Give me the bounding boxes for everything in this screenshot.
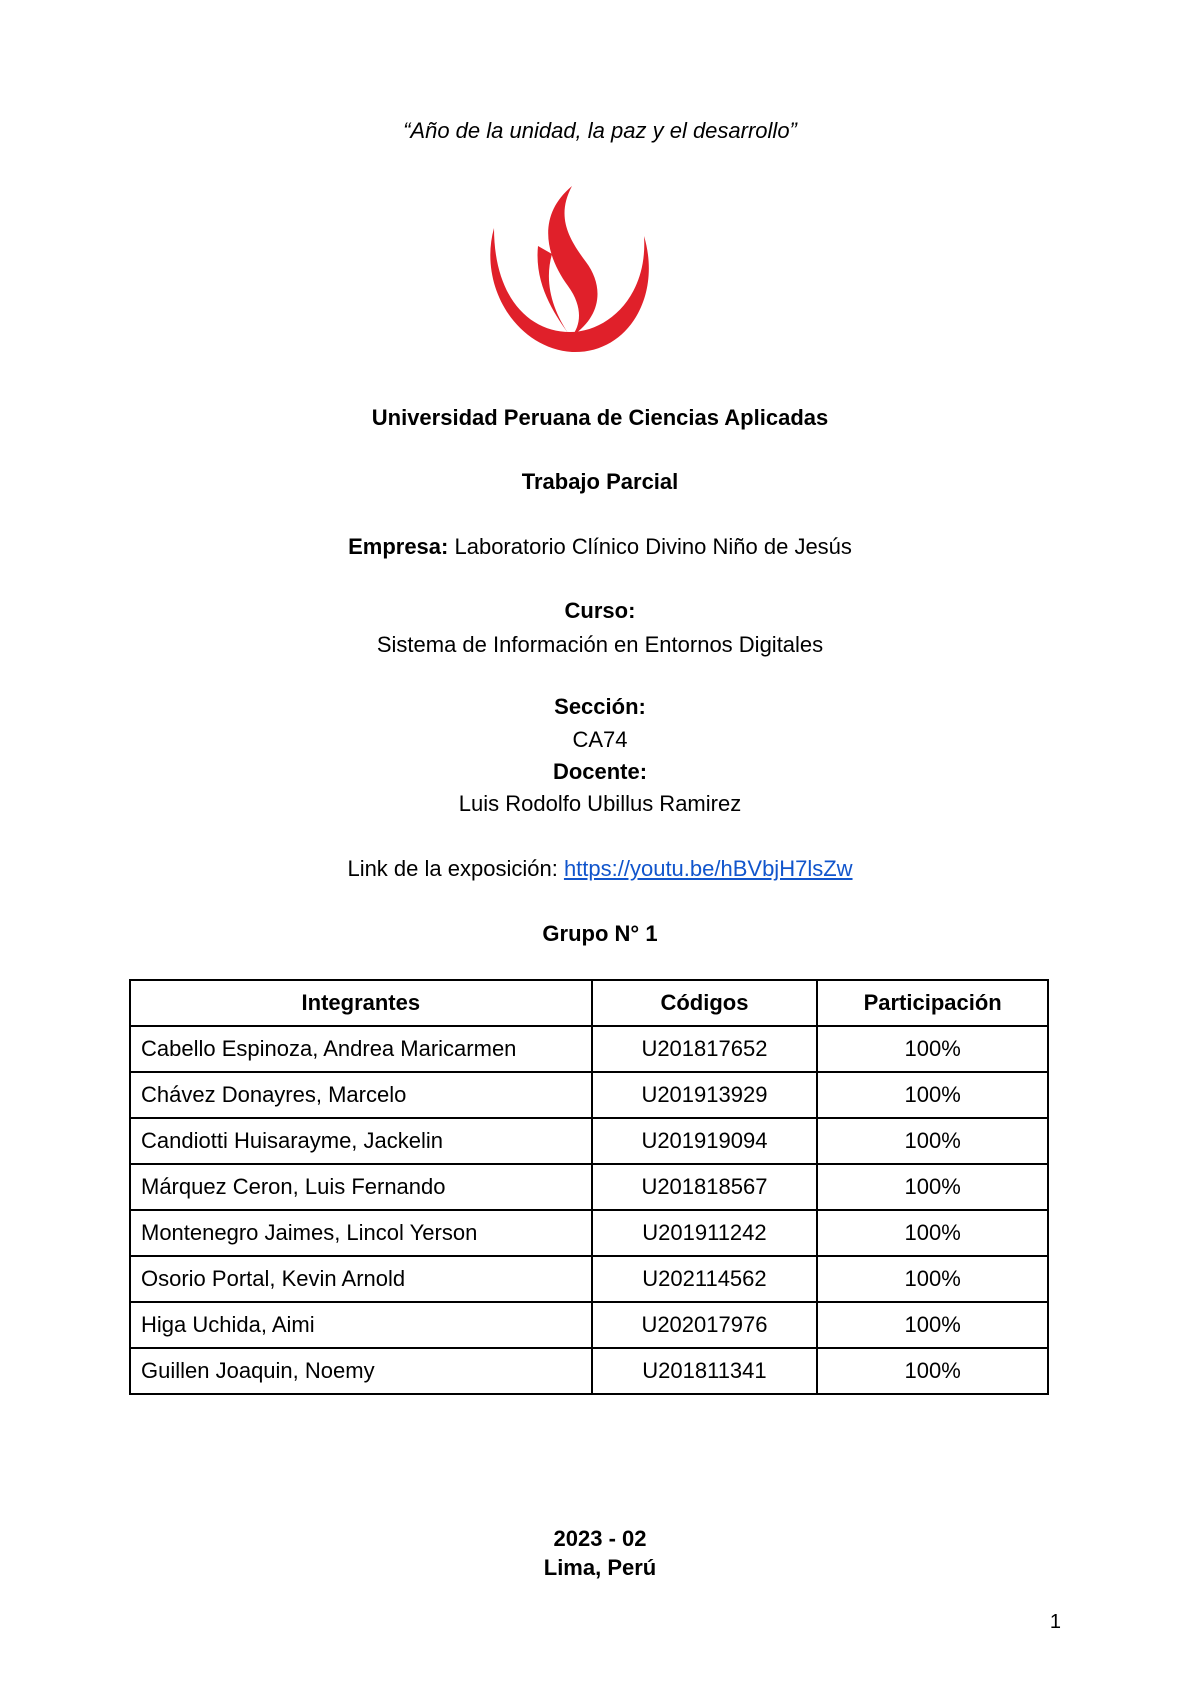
member-name: Montenegro Jaimes, Lincol Yerson — [130, 1210, 592, 1256]
member-name: Chávez Donayres, Marcelo — [130, 1072, 592, 1118]
member-participation: 100% — [817, 1210, 1048, 1256]
university-name: Universidad Peruana de Ciencias Aplicadas — [371, 405, 829, 430]
header-integrantes: Integrantes — [130, 980, 592, 1026]
header-participacion: Participación — [817, 980, 1048, 1026]
member-code: U201913929 — [592, 1072, 818, 1118]
table-row — [130, 1118, 1048, 1164]
table-row — [130, 1210, 1048, 1256]
member-participation: 100% — [817, 1164, 1048, 1210]
page-number: 1 — [1049, 1611, 1061, 1633]
member-participation: 100% — [817, 1026, 1048, 1072]
header-codigos: Códigos — [592, 980, 818, 1026]
course-label: Curso: — [564, 598, 636, 623]
member-code: U201919094 — [592, 1118, 818, 1164]
member-participation: 100% — [817, 1072, 1048, 1118]
course-value: Sistema de Información en Entornos Digitales — [376, 632, 824, 657]
member-code: U201818567 — [592, 1164, 818, 1210]
member-name: Higa Uchida, Aimi — [130, 1302, 592, 1348]
member-name: Osorio Portal, Kevin Arnold — [130, 1256, 592, 1302]
upc-flame-logo-icon — [486, 186, 654, 356]
company-value: Laboratorio Clínico Divino Niño de Jesús — [454, 534, 852, 559]
company-line — [0, 534, 1200, 560]
teacher-value: Luis Rodolfo Ubillus Ramirez — [458, 791, 742, 816]
work-title: Trabajo Parcial — [521, 469, 679, 494]
company-label: Empresa: — [348, 534, 449, 559]
group-title: Grupo N° 1 — [542, 921, 658, 946]
member-name: Márquez Ceron, Luis Fernando — [130, 1164, 592, 1210]
member-code: U202017976 — [592, 1302, 818, 1348]
member-participation: 100% — [817, 1256, 1048, 1302]
table-header-row — [130, 980, 1048, 1026]
member-participation: 100% — [817, 1302, 1048, 1348]
table-row — [130, 1256, 1048, 1302]
place: Lima, Perú — [543, 1555, 657, 1580]
member-code: U202114562 — [592, 1256, 818, 1302]
table-row — [130, 1348, 1048, 1394]
period: 2023 - 02 — [553, 1526, 647, 1551]
member-name: Candiotti Huisarayme, Jackelin — [130, 1118, 592, 1164]
exposition-link[interactable]: https://youtu.be/hBVbjH7lsZw — [563, 856, 853, 881]
member-code: U201911242 — [592, 1210, 818, 1256]
member-name: Guillen Joaquin, Noemy — [130, 1348, 592, 1394]
table-row — [130, 1072, 1048, 1118]
members-table — [129, 979, 1049, 1395]
member-code: U201811341 — [592, 1348, 818, 1394]
member-name: Cabello Espinoza, Andrea Maricarmen — [130, 1026, 592, 1072]
table-row — [130, 1164, 1048, 1210]
exposition-label: Link de la exposición: — [347, 856, 558, 881]
exposition-line — [0, 856, 1200, 882]
teacher-label: Docente: — [552, 759, 648, 784]
section-label: Sección: — [554, 694, 646, 719]
section-value: CA74 — [572, 727, 628, 752]
motto: “Año de la unidad, la paz y el desarrollo” — [403, 118, 797, 143]
table-row — [130, 1302, 1048, 1348]
member-participation: 100% — [817, 1118, 1048, 1164]
member-participation: 100% — [817, 1348, 1048, 1394]
table-row — [130, 1026, 1048, 1072]
member-code: U201817652 — [592, 1026, 818, 1072]
